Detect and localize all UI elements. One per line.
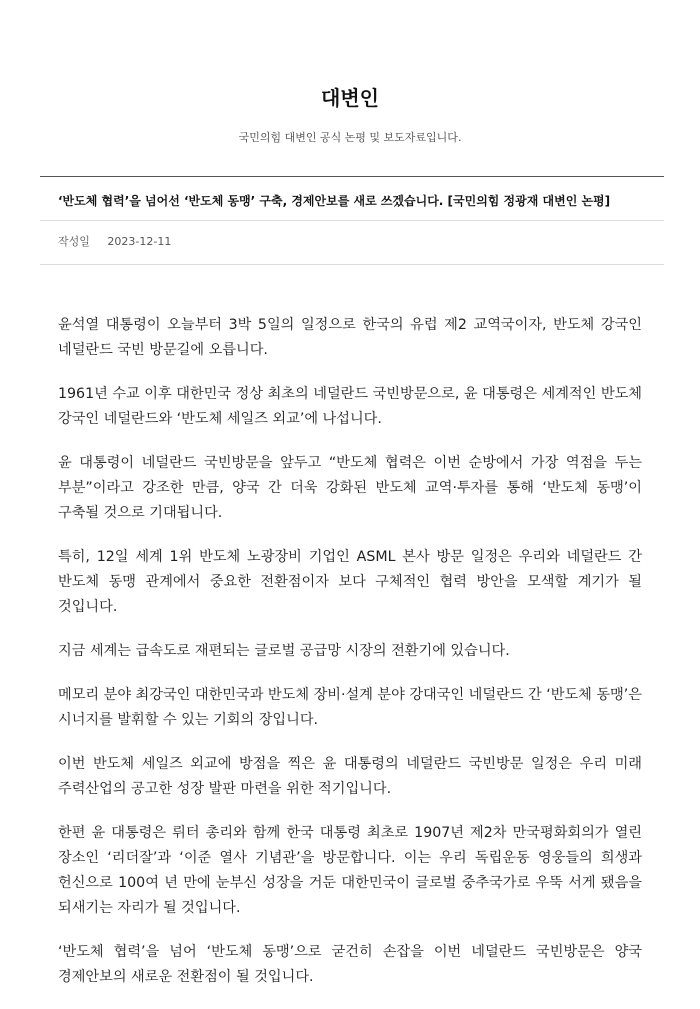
post-title: ‘반도체 협력’을 넘어선 ‘반도체 동맹’ 구축, 경제안보를 새로 쓰겠습니다. [국민의힘 정광재 대변인 논평] (58, 194, 611, 208)
body-paragraph: 메모리 분야 최강국인 대한민국과 반도체 장비·설계 분야 강대국인 네덜란드 간 ‘반도체 동맹’은 시너지를 발휘할 수 있는 기회의 장입니다. (58, 687, 642, 728)
post-date: 2023-12-11 (107, 235, 172, 248)
body-paragraph: 지금 세계는 급속도로 재편되는 글로벌 공급망 시장의 전환기에 있습니다. (58, 643, 510, 659)
header-divider (40, 176, 664, 177)
body-paragraph: 한편 윤 대통령은 뤼터 총리와 함께 한국 대통령 최초로 1907년 제2차 만국평화회의가 열린 장소인 ‘리더잘’과 ‘이준 열사 기념관’을 방문합니다. 이는 우리 독립운동 영웅들의 희생과 헌신으로 100여 년 만에 눈부신 성장을 거둔 대한민국이 글로벌 중추국가로 우뚝 서게 됐음을 되새기는 자리가 될 것입니다. (58, 825, 642, 916)
body-paragraph: 특히, 12일 세계 1위 반도체 노광장비 기업인 ASML 본사 방문 일정은 우리와 네덜란드 간 반도체 동맹 관계에서 중요한 전환점이자 보다 구체적인 협력 방안을 모색할 계기가 될 것입니다. (58, 549, 642, 615)
post-body (58, 313, 642, 1009)
body-paragraph: 이번 반도체 세일즈 외교에 방점을 찍은 윤 대통령의 네덜란드 국빈방문 일정은 우리 미래 주력산업의 공고한 성장 발판 마련을 위한 적기입니다. (58, 756, 642, 797)
date-label: 작성일 (58, 235, 90, 248)
meta-divider (40, 264, 664, 265)
site-description: 국민의힘 대변인 공식 논평 및 보도자료입니다. (238, 131, 462, 144)
body-paragraph: 윤석열 대통령이 오늘부터 3박 5일의 일정으로 한국의 유럽 제2 교역국이자, 반도체 강국인 네덜란드 국빈 방문길에 오릅니다. (58, 317, 642, 358)
body-paragraph: 윤 대통령이 네덜란드 국빈방문을 앞두고 “반도체 협력은 이번 순방에서 가장 역점을 두는 부분”이라고 강조한 만큼, 양국 간 더욱 강화된 반도체 교역·투자를 통해 ‘반도체 동맹’이 구축될 것으로 기대됩니다. (58, 455, 642, 521)
body-paragraph: ‘반도체 협력’을 넘어 ‘반도체 동맹’으로 굳건히 손잡을 이번 네덜란드 국빈방문은 양국 경제안보의 새로운 전환점이 될 것입니다. (58, 944, 642, 985)
post-meta (58, 234, 171, 250)
title-divider (40, 220, 664, 221)
site-header (0, 0, 700, 145)
body-paragraph: 1961년 수교 이후 대한민국 정상 최초의 네덜란드 국빈방문으로, 윤 대통령은 세계적인 반도체 강국인 네덜란드와 ‘반도체 세일즈 외교’에 나섭니다. (58, 386, 642, 427)
site-title[interactable]: 대변인 (321, 86, 379, 110)
